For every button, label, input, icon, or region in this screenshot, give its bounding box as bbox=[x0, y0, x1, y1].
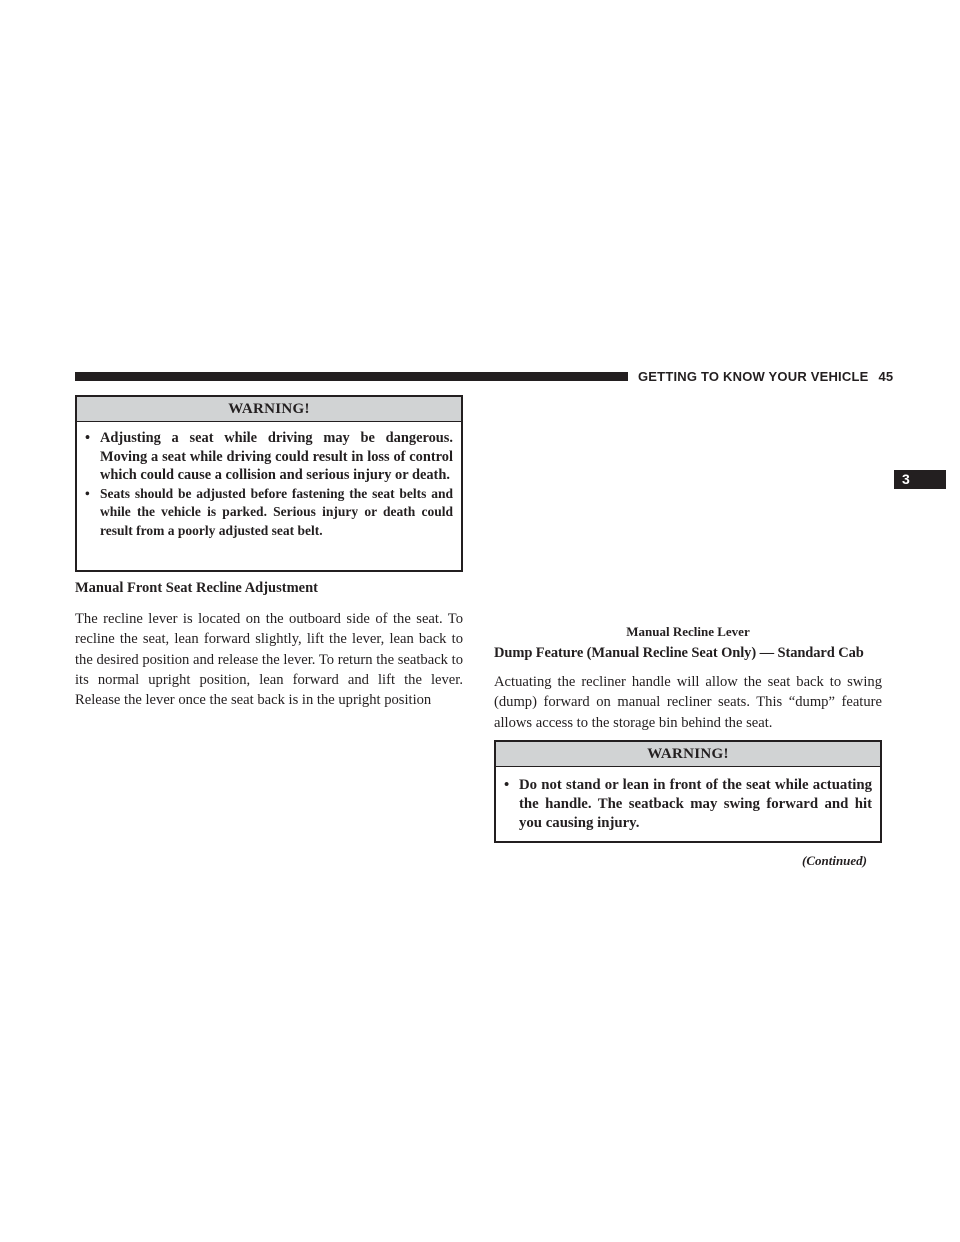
warning-box-dump bbox=[494, 740, 882, 843]
warning-title: WARNING! bbox=[77, 397, 461, 422]
warning-item bbox=[85, 429, 453, 485]
section-title: GETTING TO KNOW YOUR VEHICLE bbox=[638, 369, 869, 384]
warning-item bbox=[85, 485, 453, 541]
page-number: 45 bbox=[878, 369, 894, 384]
warning-item-text: Seats should be adjusted before fastening the seat belts and while the vehicle is parked. Serious injury or death could result from a poorly adjusted seat belt. bbox=[100, 485, 453, 538]
warning-box-seat-adjust bbox=[75, 395, 463, 572]
section-heading-recline: Manual Front Seat Recline Adjustment bbox=[75, 580, 319, 596]
figure-manual-recline-lever bbox=[494, 392, 882, 620]
bullet: • bbox=[504, 777, 510, 793]
figure-caption: Manual Recline Lever bbox=[626, 624, 750, 639]
bullet: • bbox=[85, 485, 90, 501]
warning-item-text: Do not stand or lean in front of the seat while actuating the handle. The seatback may swing forward and hit you causing injury. bbox=[519, 777, 872, 831]
chapter-tab[interactable]: 3 bbox=[894, 470, 946, 489]
warning-item bbox=[504, 776, 872, 833]
running-header bbox=[638, 369, 893, 384]
header-rule bbox=[75, 372, 628, 381]
bullet: • bbox=[85, 430, 91, 446]
continued-label: (Continued) bbox=[802, 853, 868, 868]
warning-list bbox=[496, 767, 880, 839]
warning-list bbox=[77, 422, 461, 546]
warning-title: WARNING! bbox=[496, 742, 880, 767]
warning-item-text: Adjusting a seat while driving may be dangerous. Moving a seat while driving could result in loss of control which could cause a collision and serious injury or death. bbox=[100, 430, 453, 483]
section-heading-dump-feature: Dump Feature (Manual Recline Seat Only) — Standard Cab bbox=[494, 645, 864, 661]
section-body-recline: The recline lever is located on the outboard side of the seat. To recline the seat, lean forward slightly, lift the lever, lean back to the desired position and release the lever. To return the seatback to its normal upright position, lean forward and lift the lever. Release the lever once the seat back is in the upright position bbox=[75, 611, 463, 709]
section-body-dump-feature: Actuating the recliner handle will allow the seat back to swing (dump) forward on manual recliner seats. This “dump” feature allows access to the storage bin behind the seat. bbox=[494, 674, 882, 731]
